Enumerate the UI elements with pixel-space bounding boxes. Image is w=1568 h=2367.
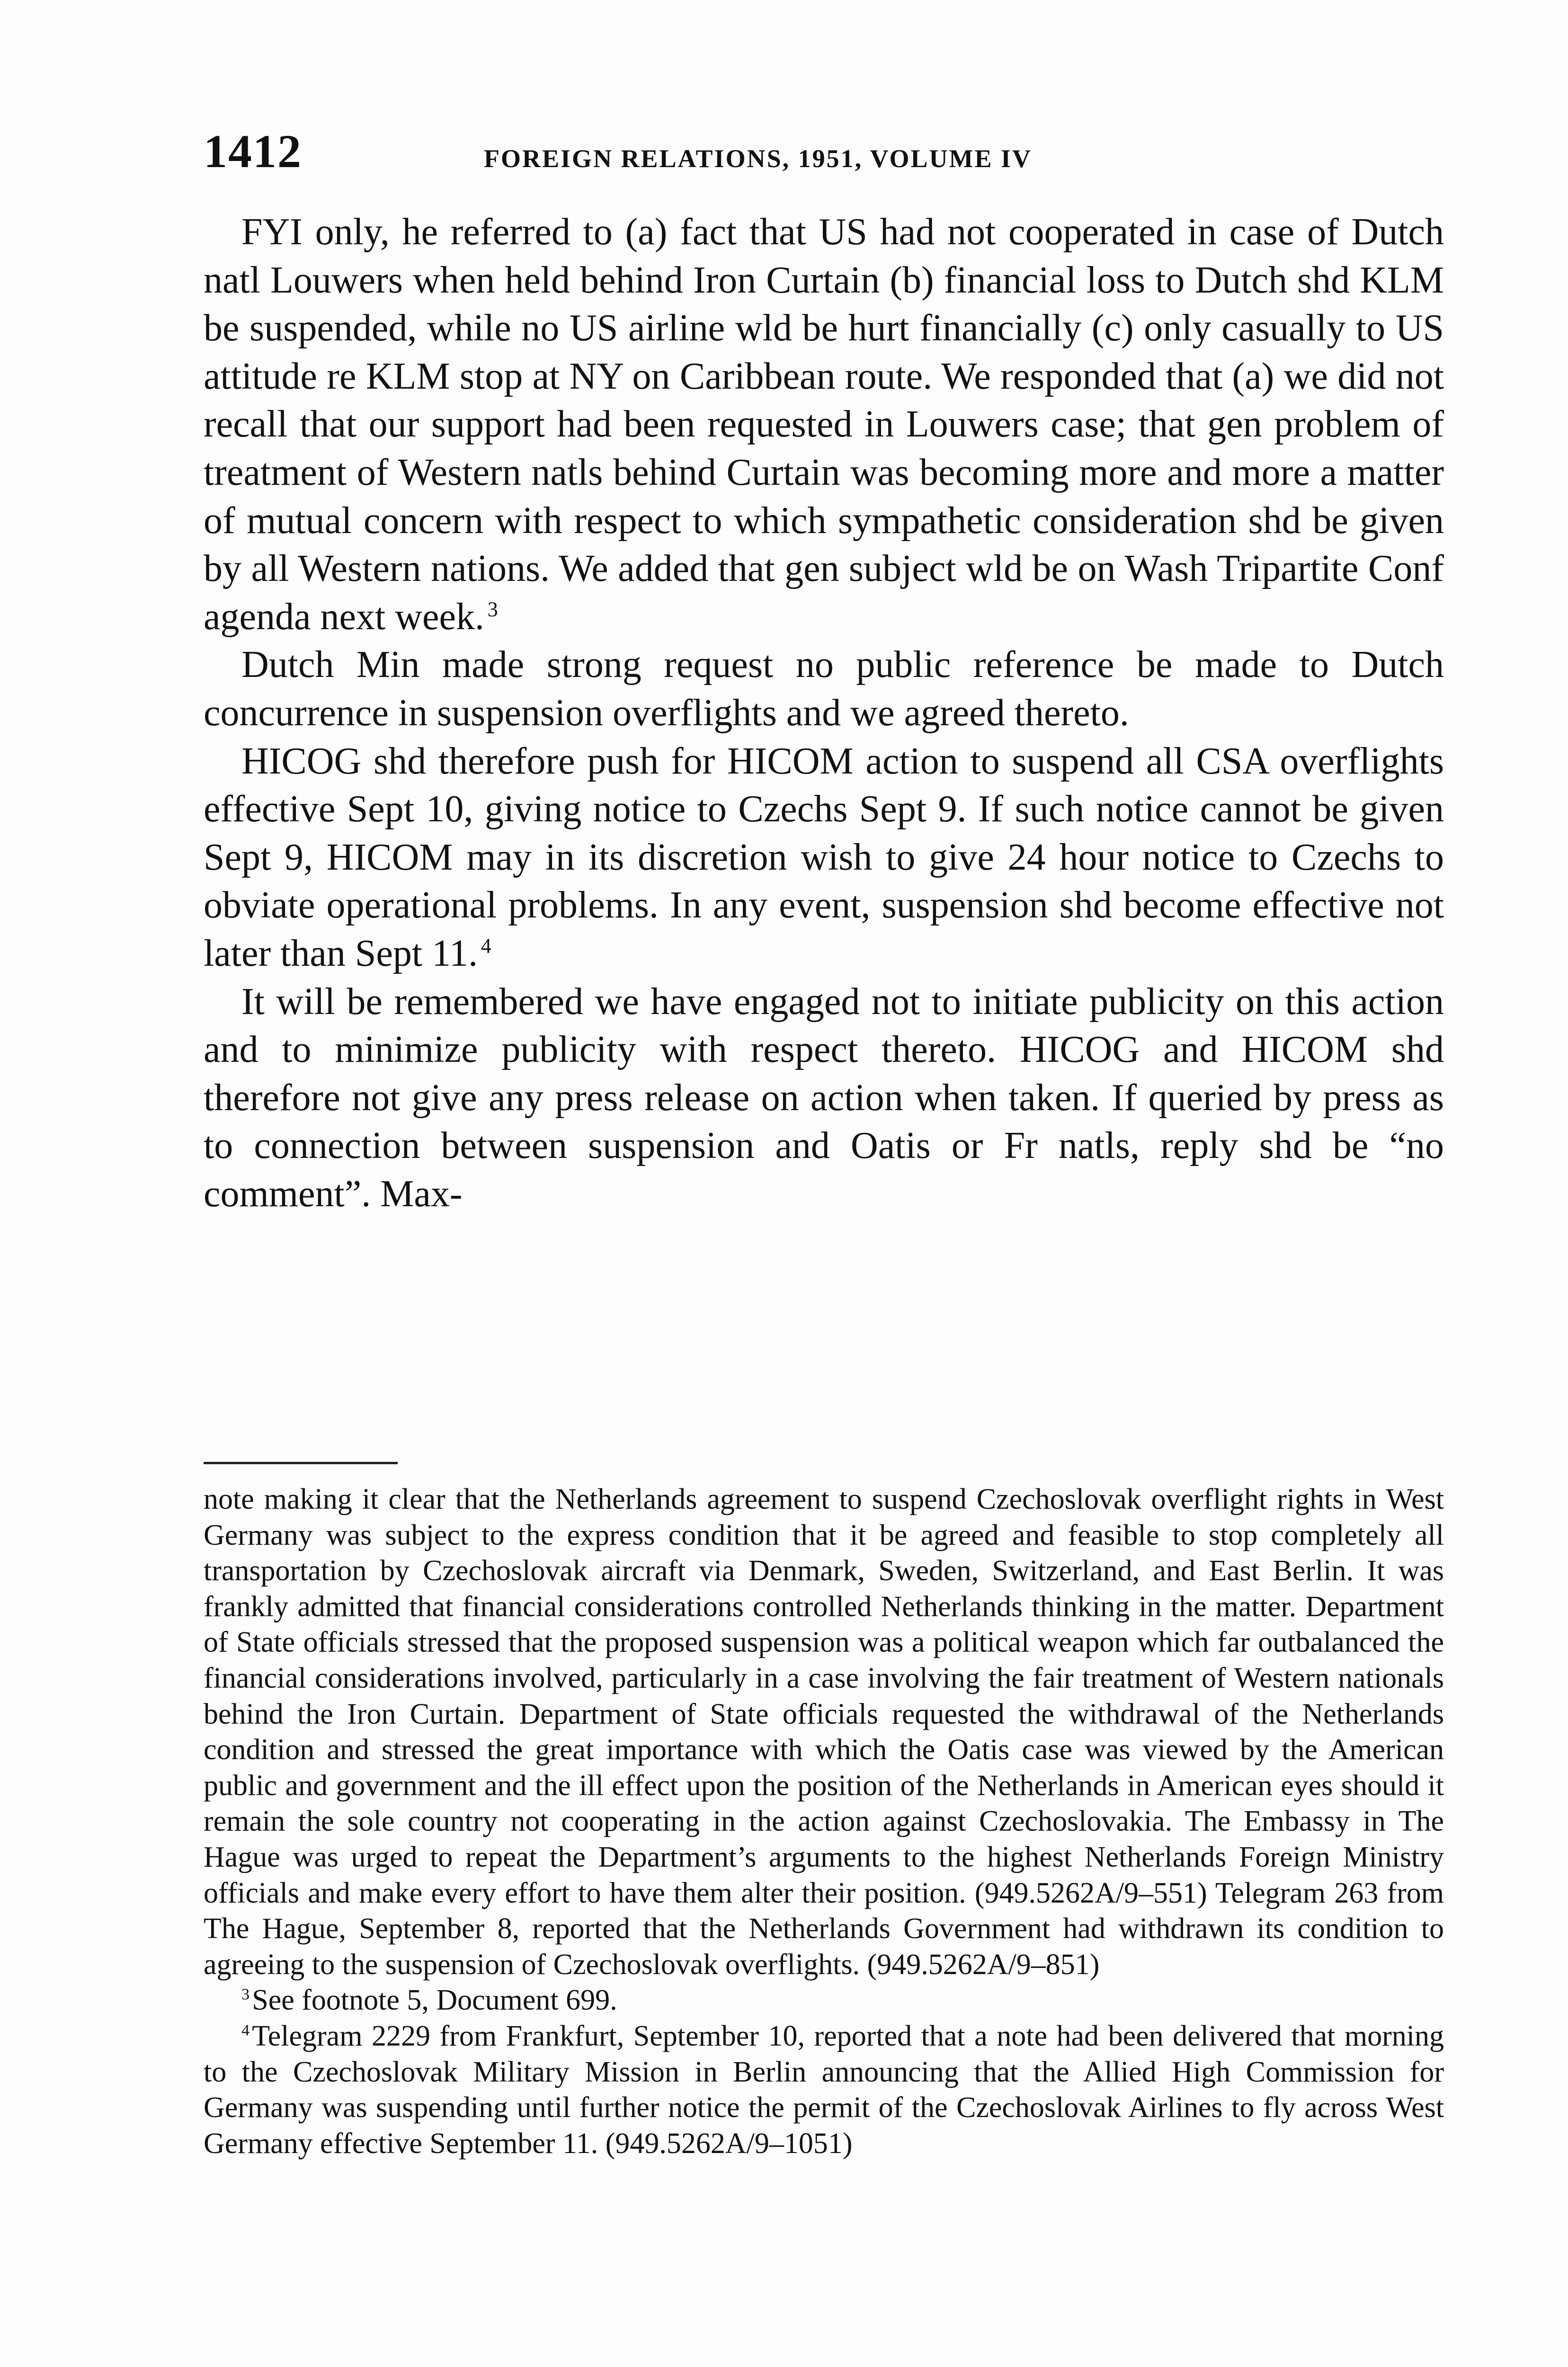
footnote-continuation: note making it clear that the Netherlands agreement to suspend Czechoslovak overflight rights in West Germany was subject to the express condition that it be agreed and feasible to stop completely all transportation by Czechoslovak aircraft via Denmark, Sweden, Switzerland, and East Berlin. It was frankly admitted that financial considerations controlled Netherlands thinking in the matter. Department of State officials stressed that the proposed suspension was a political weapon which far outbalanced the financial considerations involved, particularly in a case involving the fair treatment of Western nationals behind the Iron Curtain. Department of State officials requested the withdrawal of the Netherlands condition and stressed the great importance with which the Oatis case was viewed by the American public and government and the ill effect upon the position of the Netherlands in American eyes should it remain the sole country not cooperating in the action against Czechoslovakia. The Embassy in The Hague was urged to repeat the Department’s arguments to the highest Netherlands Foreign Ministry officials and make every effort to have them alter their position. (949.5262A/9–551) Telegram 263 from The Hague, September 8, reported that the Netherlands Government had withdrawn its condition to agreeing to the suspension of Czechoslovak overflights. (949.5262A/9–851) (204, 1483, 1444, 1981)
body-paragraph: Dutch Min made strong request no public reference be made to Dutch concurrence in suspension overflights and we agreed thereto. (204, 644, 1444, 734)
footnote-reference: 3 (487, 597, 498, 621)
body-paragraph: HICOG shd therefore push for HICOM action to suspend all CSA overflights effective Sept 10, giving notice to Czechs Sept 9. If such notice cannot be given Sept 9, HICOM may in its discretion wish to give 24 hour notice to Czechs to obviate operational problems. In any event, suspension shd become effective not later than Sept 11. $^4$ (204, 740, 1444, 974)
body-paragraph: FYI only, he referred to (a) fact that US had not cooperated in case of Dutch natl Louwers when held behind Iron Curtain (b) financial loss to Dutch shd KLM be suspended, while no US airline wld be hurt financially (c) only casually to US attitude re KLM stop at NY on Caribbean route. We responded that (a) we did not recall that our support had been requested in Louwers case; that gen problem of treatment of Western natls behind Curtain was becoming more and more a matter of mutual concern with respect to which sympathetic consideration shd be given by all Western nations. We added that gen subject wld be on Wash Tripartite Conf agenda next week. $^3$ (204, 211, 1444, 638)
footnote-marker: 3 (241, 1985, 250, 2003)
body-paragraph: It will be remembered we have engaged not to initiate publicity on this action and to minimize publicity with respect thereto. HICOG and HICOM shd therefore not give any press release on action when taken. If queried by press as to connection between suspension and Oatis or Fr natls, reply shd be “no comment”. Max- (204, 980, 1444, 1215)
footnote-3: $^3$ See footnote 5, Document 699. (241, 1984, 617, 2017)
footnote-reference: 4 (481, 934, 491, 958)
footnotes (204, 1482, 1444, 2162)
footnote-divider (204, 1462, 398, 1464)
running-title: FOREIGN RELATIONS, 1951, VOLUME IV (484, 144, 1033, 173)
page-header (204, 124, 1444, 186)
footnote-4: $^4$ Telegram 2229 from Frankfurt, September 10, reported that a note had been delivered that morning to the Czechoslovak Military Mission in Berlin announcing that the Allied High Commission for Germany was suspending until further notice the permit of the Czechoslovak Airlines to fly across West Germany effective September 11. (949.5262A/9–1051) (204, 2020, 1444, 2160)
page-number: 1412 (204, 125, 302, 178)
body-text (204, 208, 1444, 1218)
footnote-marker: 4 (241, 2021, 250, 2039)
